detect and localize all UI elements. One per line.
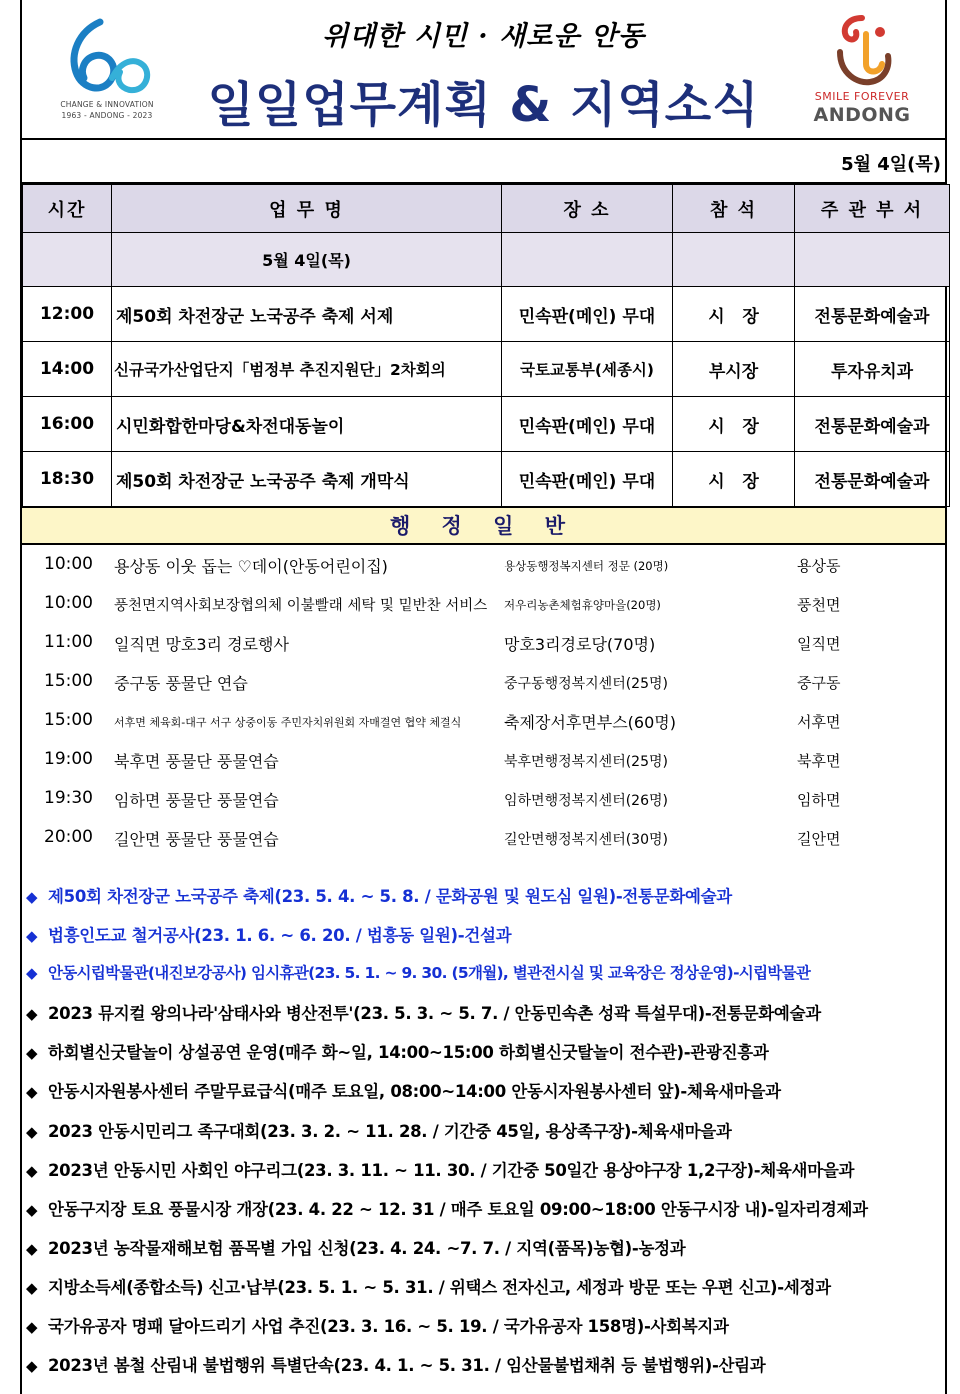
admin-task: 서후면 체육회-대구 서구 상중이동 주민자치위원회 자매결연 협약 체결식 — [114, 716, 462, 729]
table-row — [23, 342, 950, 397]
notice-text: 안동시자원봉사센터 주말무료급식(매주 토요일, 08:00~14:00 안동시자원봉사센터 앞)-체육새마을과 — [48, 1082, 781, 1102]
notice-list — [26, 883, 946, 1391]
notice-item — [26, 883, 946, 922]
diamond-bullet-icon: ◆ — [26, 1239, 38, 1258]
admin-dept: 풍천면 — [797, 596, 841, 614]
col-header-attend: 참 석 — [673, 185, 795, 233]
notice-text: 2023년 농작물재해보험 품목별 가입 신청(23. 4. 24. ~7. 7. / 지역(품목)농협)-농정과 — [48, 1238, 686, 1258]
date-row — [22, 140, 945, 184]
row-dept: 전통문화예술과 — [795, 287, 950, 342]
admin-dept: 용상동 — [797, 557, 841, 575]
table-row — [23, 397, 950, 452]
admin-place: 임하면행정복지센터(26명) — [504, 793, 668, 809]
table-row — [23, 287, 950, 342]
notice-item — [26, 1196, 946, 1235]
row-dept: 투자유치과 — [795, 342, 950, 397]
admin-place: 망호3리경로당(70명) — [504, 635, 656, 654]
logo-text-andong: ANDONG — [813, 104, 911, 126]
notice-item — [26, 1352, 946, 1391]
diamond-bullet-icon: ◆ — [26, 1318, 38, 1337]
notice-text: 법흥인도교 철거공사(23. 1. 6. ~ 6. 20. / 법흥동 일원)-건설과 — [48, 926, 512, 946]
admin-dept: 서후면 — [797, 713, 841, 731]
row-time: 18:30 — [23, 452, 112, 507]
row-place: 민속판(메인) 무대 — [502, 397, 673, 452]
notice-item — [26, 1078, 946, 1117]
row-task: 신규국가산업단지「범정부 추진지원단」2차회의 — [112, 342, 502, 397]
admin-task: 일직면 망호3리 경로행사 — [114, 635, 289, 654]
admin-place: 축제장서후면부스(60명) — [504, 713, 676, 732]
list-item — [22, 584, 949, 623]
admin-time: 10:00 — [44, 593, 93, 613]
admin-place: 길안면행정복지센터(30명) — [504, 832, 668, 848]
admin-task: 임하면 풍물단 풍물연습 — [114, 791, 279, 810]
admin-time: 20:00 — [44, 827, 93, 847]
diamond-bullet-icon: ◆ — [26, 1005, 38, 1024]
admin-task: 북후면 풍물단 풍물연습 — [114, 752, 279, 771]
table-date-row — [23, 233, 950, 287]
list-item — [22, 623, 949, 662]
col-header-dept: 주 관 부 서 — [795, 185, 950, 233]
notice-text: 국가유공자 명패 달아드리기 사업 추진(23. 3. 16. ~ 5. 19. / 국가유공자 158명)-사회복지과 — [48, 1317, 729, 1337]
notice-item — [26, 1235, 946, 1274]
admin-list — [22, 545, 945, 863]
admin-section-title: 행 정 일 반 — [22, 507, 945, 545]
row-place: 민속판(메인) 무대 — [502, 452, 673, 507]
logo-text-smile: SMILE FOREVER — [814, 90, 910, 103]
notice-item — [26, 1039, 946, 1078]
logo-caption-1: CHANGE & INNOVATION — [60, 100, 154, 109]
row-dept: 전통문화예술과 — [795, 452, 950, 507]
diamond-bullet-icon: ◆ — [26, 1200, 38, 1219]
row-time: 14:00 — [23, 342, 112, 397]
date-row-cell-empty — [673, 233, 795, 287]
admin-task: 중구동 풍물단 연습 — [114, 674, 248, 693]
admin-dept: 중구동 — [797, 674, 841, 692]
table-row — [23, 452, 950, 507]
admin-dept: 임하면 — [797, 791, 841, 809]
row-attend: 부시장 — [673, 342, 795, 397]
admin-time: 19:00 — [44, 749, 93, 769]
date-row-cell-empty — [795, 233, 950, 287]
admin-task: 길안면 풍물단 풍물연습 — [114, 830, 279, 849]
row-attend: 시 장 — [673, 452, 795, 507]
row-dept: 전통문화예술과 — [795, 397, 950, 452]
diamond-bullet-icon: ◆ — [26, 1278, 38, 1297]
row-place: 민속판(메인) 무대 — [502, 287, 673, 342]
row-task: 제50회 차전장군 노국공주 축제 서제 — [112, 287, 502, 342]
admin-time: 19:30 — [44, 788, 93, 808]
admin-dept: 길안면 — [797, 830, 841, 848]
diamond-bullet-icon: ◆ — [26, 1122, 38, 1141]
notice-text: 하회별신굿탈놀이 상설공연 운영(매주 화~일, 14:00~15:00 하회별신굿탈놀이 전수관)-관광진흥과 — [48, 1043, 769, 1063]
col-header-time: 시간 — [23, 185, 112, 233]
diamond-bullet-icon: ◆ — [26, 964, 37, 983]
list-item — [22, 701, 949, 740]
notice-text: 2023 뮤지컬 왕의나라'삼태사와 병산전투'(23. 5. 3. ~ 5. 7. / 안동민속촌 성곽 특설무대)-전통문화예술과 — [48, 1004, 821, 1024]
notice-text: 2023년 봄철 산림내 불법행위 특별단속(23. 4. 1. ~ 5. 31. / 임산물불법채취 등 불법행위)-산림과 — [48, 1356, 766, 1376]
list-item — [22, 818, 949, 857]
logo-caption-2: 1963 - ANDONG - 2023 — [61, 111, 153, 120]
page-title: 일일업무계획 & 지역소식 — [207, 77, 760, 133]
smile-andong-logo — [797, 12, 927, 127]
date-row-cell-empty — [23, 233, 112, 287]
list-item — [22, 740, 949, 779]
date-row-cell-empty — [502, 233, 673, 287]
notice-item — [26, 1118, 946, 1157]
smile-face-icon — [832, 12, 896, 86]
diamond-bullet-icon: ◆ — [26, 888, 38, 906]
notice-text: 안동시립박물관(내진보강공사) 임시휴관(23. 5. 1. ~ 9. 30. (5개월), 별관전시실 및 교육장은 정상운영)-시립박물관 — [48, 964, 811, 983]
notice-text: 제50회 차전장군 노국공주 축제(23. 5. 4. ~ 5. 8. / 문화공원 및 원도심 일원)-전통문화예술과 — [48, 887, 732, 906]
admin-time: 11:00 — [44, 632, 93, 652]
schedule-table — [22, 184, 950, 507]
notice-item — [26, 1313, 946, 1352]
notice-item — [26, 1000, 946, 1039]
row-attend: 시 장 — [673, 287, 795, 342]
header — [22, 0, 945, 140]
current-date: 5월 4일(목) — [841, 154, 941, 175]
diamond-bullet-icon: ◆ — [26, 1357, 38, 1376]
document-page — [20, 0, 947, 1394]
col-header-task: 업 무 명 — [112, 185, 502, 233]
admin-dept: 북후면 — [797, 752, 841, 770]
list-item — [22, 545, 949, 584]
notice-text: 지방소득세(종합소득) 신고·납부(23. 5. 1. ~ 5. 31. / 위택스 전자신고, 세정과 방문 또는 우편 신고)-세정과 — [48, 1277, 831, 1297]
row-attend: 시 장 — [673, 397, 795, 452]
admin-place: 저우리농촌체험휴양마을(20명) — [504, 598, 661, 612]
admin-place: 북후면행정복지센터(25명) — [504, 754, 668, 770]
admin-time: 15:00 — [44, 671, 93, 691]
admin-task: 용상동 이웃 돕는 ♡데이(안동어린이집) — [114, 557, 388, 576]
notice-text: 2023년 안동시민 사회인 야구리그(23. 3. 11. ~ 11. 30. / 기간중 50일간 용상야구장 1,2구장)-체육새마을과 — [48, 1160, 855, 1180]
notice-item — [26, 1157, 946, 1196]
admin-place: 용상동행정복지센터 정문 (20명) — [504, 559, 669, 573]
admin-time: 10:00 — [44, 554, 93, 574]
row-task: 제50회 차전장군 노국공주 축제 개막식 — [112, 452, 502, 507]
notice-item — [26, 961, 946, 1000]
slogan: 위대한 시민 · 새로운 안동 — [322, 21, 645, 52]
admin-time: 15:00 — [44, 710, 93, 730]
notice-text: 2023 안동시민리그 족구대회(23. 3. 2. ~ 11. 28. / 기간중 45일, 용상족구장)-체육새마을과 — [48, 1121, 732, 1141]
row-task: 시민화합한마당&차전대동놀이 — [112, 397, 502, 452]
notice-item — [26, 1274, 946, 1313]
notice-text: 안동구지장 토요 풍물시장 개장(23. 4. 22 ~ 12. 31 / 매주 토요일 09:00~18:00 안동구시장 내)-일자리경제과 — [48, 1199, 868, 1219]
diamond-bullet-icon: ◆ — [26, 927, 38, 946]
diamond-bullet-icon: ◆ — [26, 1161, 38, 1180]
row-time: 12:00 — [23, 287, 112, 342]
row-place: 국토교통부(세종시) — [502, 342, 673, 397]
admin-task: 풍천면지역사회보장협의체 이불빨래 세탁 및 밑반찬 서비스 — [114, 598, 488, 614]
diamond-bullet-icon: ◆ — [26, 1083, 38, 1102]
col-header-place: 장 소 — [502, 185, 673, 233]
admin-dept: 일직면 — [797, 635, 841, 653]
diamond-bullet-icon: ◆ — [26, 1044, 38, 1063]
notice-item — [26, 922, 946, 961]
table-header-row — [23, 185, 950, 233]
table-date-label: 5월 4일(목) — [112, 233, 502, 287]
row-time: 16:00 — [23, 397, 112, 452]
list-item — [22, 779, 949, 818]
admin-place: 중구동행정복지센터(25명) — [504, 676, 668, 692]
list-item — [22, 662, 949, 701]
